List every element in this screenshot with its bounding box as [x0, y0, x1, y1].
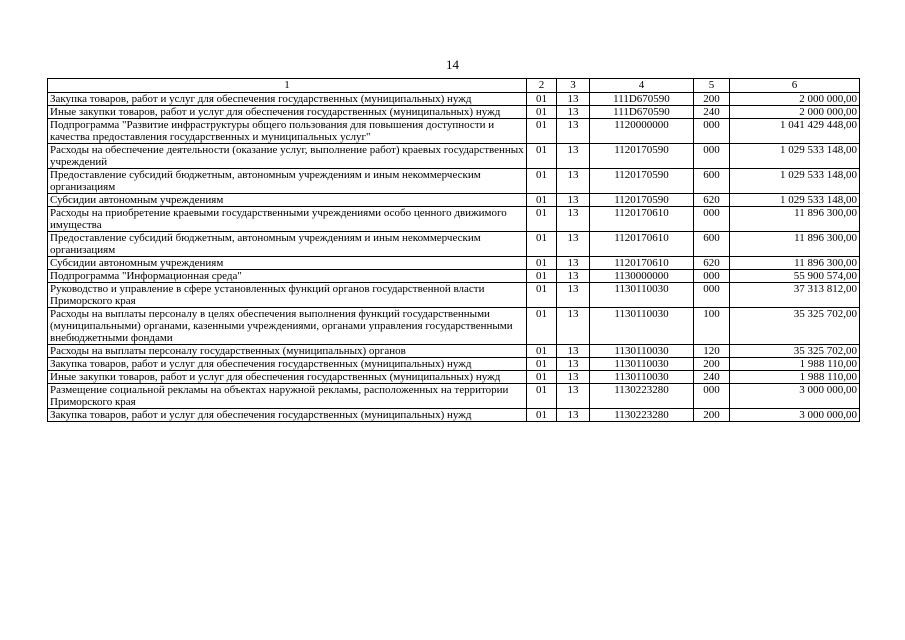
table-row: [48, 409, 860, 422]
cell-section: 01: [527, 207, 557, 232]
cell-subsection: 13: [557, 283, 590, 308]
cell-subsection: 13: [557, 232, 590, 257]
cell-expense-type: 620: [694, 257, 730, 270]
cell-subsection: 13: [557, 409, 590, 422]
col-header-2: 2: [527, 79, 557, 93]
cell-expense-type: 000: [694, 270, 730, 283]
cell-target-article: 1120170610: [590, 257, 694, 270]
cell-section: 01: [527, 144, 557, 169]
cell-amount: 1 988 110,00: [730, 358, 860, 371]
table-row: [48, 144, 860, 169]
cell-amount: 3 000 000,00: [730, 384, 860, 409]
cell-target-article: 1130110030: [590, 345, 694, 358]
cell-subsection: 13: [557, 270, 590, 283]
cell-amount: 1 988 110,00: [730, 371, 860, 384]
cell-subsection: 13: [557, 194, 590, 207]
cell-expense-type: 200: [694, 409, 730, 422]
cell-expense-type: 000: [694, 144, 730, 169]
cell-target-article: 1120170590: [590, 144, 694, 169]
cell-target-article: 1120170590: [590, 194, 694, 207]
cell-expense-type: 240: [694, 371, 730, 384]
cell-amount: 2 000 000,00: [730, 93, 860, 106]
col-header-1: 1: [48, 79, 527, 93]
cell-description: Размещение социальной рекламы на объектах наружной рекламы, расположенных на территории Приморского края: [48, 384, 527, 409]
cell-target-article: 1130110030: [590, 283, 694, 308]
cell-target-article: 1130110030: [590, 308, 694, 345]
cell-description: Закупка товаров, работ и услуг для обеспечения государственных (муниципальных) нужд: [48, 409, 527, 422]
cell-description: Субсидии автономным учреждениям: [48, 194, 527, 207]
cell-description: Расходы на обеспечение деятельности (оказание услуг, выполнение работ) краевых государственных учреждений: [48, 144, 527, 169]
cell-amount: 55 900 574,00: [730, 270, 860, 283]
table-row: [48, 283, 860, 308]
cell-description: Подпрограмма "Информационная среда": [48, 270, 527, 283]
cell-amount: 35 325 702,00: [730, 345, 860, 358]
cell-expense-type: 200: [694, 358, 730, 371]
cell-expense-type: 120: [694, 345, 730, 358]
cell-target-article: 1120170610: [590, 232, 694, 257]
table-row: [48, 119, 860, 144]
cell-amount: 1 041 429 448,00: [730, 119, 860, 144]
cell-target-article: 1130110030: [590, 371, 694, 384]
cell-amount: 1 029 533 148,00: [730, 169, 860, 194]
cell-amount: 35 325 702,00: [730, 308, 860, 345]
cell-section: 01: [527, 169, 557, 194]
cell-expense-type: 100: [694, 308, 730, 345]
cell-section: 01: [527, 194, 557, 207]
cell-expense-type: 620: [694, 194, 730, 207]
cell-section: 01: [527, 371, 557, 384]
cell-target-article: 111D670590: [590, 93, 694, 106]
cell-description: Иные закупки товаров, работ и услуг для обеспечения государственных (муниципальных) нужд: [48, 106, 527, 119]
cell-expense-type: 600: [694, 169, 730, 194]
cell-expense-type: 240: [694, 106, 730, 119]
cell-subsection: 13: [557, 106, 590, 119]
cell-target-article: 1130000000: [590, 270, 694, 283]
cell-amount: 2 000 000,00: [730, 106, 860, 119]
table-row: [48, 308, 860, 345]
cell-expense-type: 000: [694, 119, 730, 144]
cell-expense-type: 000: [694, 283, 730, 308]
table-row: [48, 106, 860, 119]
cell-expense-type: 600: [694, 232, 730, 257]
table-row: [48, 207, 860, 232]
table-body: [48, 93, 860, 422]
cell-target-article: 1130110030: [590, 358, 694, 371]
cell-description: Руководство и управление в сфере установленных функций органов государственной власти Приморского края: [48, 283, 527, 308]
cell-subsection: 13: [557, 207, 590, 232]
cell-description: Расходы на выплаты персоналу в целях обеспечения выполнения функций государственными (муниципальными) органами, казенными учреждениями, органами управления государственными внебюджетными фондами: [48, 308, 527, 345]
cell-section: 01: [527, 119, 557, 144]
cell-subsection: 13: [557, 93, 590, 106]
cell-amount: 11 896 300,00: [730, 207, 860, 232]
cell-section: 01: [527, 409, 557, 422]
cell-expense-type: 000: [694, 207, 730, 232]
cell-target-article: 1130223280: [590, 409, 694, 422]
cell-amount: 11 896 300,00: [730, 232, 860, 257]
cell-subsection: 13: [557, 119, 590, 144]
cell-description: Закупка товаров, работ и услуг для обеспечения государственных (муниципальных) нужд: [48, 358, 527, 371]
table-row: [48, 358, 860, 371]
cell-expense-type: 200: [694, 93, 730, 106]
cell-description: Субсидии автономным учреждениям: [48, 257, 527, 270]
cell-section: 01: [527, 283, 557, 308]
cell-section: 01: [527, 106, 557, 119]
page-number: 14: [446, 57, 459, 72]
cell-amount: 1 029 533 148,00: [730, 194, 860, 207]
cell-target-article: 1120170590: [590, 169, 694, 194]
table-row: [48, 169, 860, 194]
cell-target-article: 1130223280: [590, 384, 694, 409]
cell-section: 01: [527, 308, 557, 345]
table-row: [48, 384, 860, 409]
col-header-5: 5: [694, 79, 730, 93]
table-row: [48, 270, 860, 283]
cell-section: 01: [527, 358, 557, 371]
cell-description: Подпрограмма "Развитие инфраструктуры общего пользования для повышения доступности и качества предоставления государственных и муниципальных услуг": [48, 119, 527, 144]
col-header-6: 6: [730, 79, 860, 93]
cell-subsection: 13: [557, 371, 590, 384]
budget-table: [47, 78, 860, 422]
cell-section: 01: [527, 384, 557, 409]
col-header-4: 4: [590, 79, 694, 93]
cell-section: 01: [527, 257, 557, 270]
cell-description: Расходы на выплаты персоналу государственных (муниципальных) органов: [48, 345, 527, 358]
cell-section: 01: [527, 93, 557, 106]
cell-description: Иные закупки товаров, работ и услуг для обеспечения государственных (муниципальных) нужд: [48, 371, 527, 384]
cell-description: Закупка товаров, работ и услуг для обеспечения государственных (муниципальных) нужд: [48, 93, 527, 106]
cell-subsection: 13: [557, 308, 590, 345]
col-header-3: 3: [557, 79, 590, 93]
cell-subsection: 13: [557, 169, 590, 194]
table-row: [48, 345, 860, 358]
table-row: [48, 371, 860, 384]
cell-target-article: 1120170610: [590, 207, 694, 232]
header-row: [48, 79, 860, 93]
cell-target-article: 1120000000: [590, 119, 694, 144]
cell-section: 01: [527, 270, 557, 283]
cell-amount: 3 000 000,00: [730, 409, 860, 422]
cell-target-article: 111D670590: [590, 106, 694, 119]
cell-description: Предоставление субсидий бюджетным, автономным учреждениям и иным некоммерческим организациям: [48, 232, 527, 257]
cell-expense-type: 000: [694, 384, 730, 409]
cell-section: 01: [527, 345, 557, 358]
cell-description: Расходы на приобретение краевыми государственными учреждениями особо ценного движимого имущества: [48, 207, 527, 232]
cell-amount: 11 896 300,00: [730, 257, 860, 270]
cell-subsection: 13: [557, 144, 590, 169]
table-row: [48, 232, 860, 257]
cell-amount: 37 313 812,00: [730, 283, 860, 308]
cell-subsection: 13: [557, 384, 590, 409]
cell-amount: 1 029 533 148,00: [730, 144, 860, 169]
table-row: [48, 93, 860, 106]
table-row: [48, 257, 860, 270]
cell-section: 01: [527, 232, 557, 257]
cell-subsection: 13: [557, 358, 590, 371]
cell-subsection: 13: [557, 345, 590, 358]
table-row: [48, 194, 860, 207]
cell-subsection: 13: [557, 257, 590, 270]
cell-description: Предоставление субсидий бюджетным, автономным учреждениям и иным некоммерческим организациям: [48, 169, 527, 194]
